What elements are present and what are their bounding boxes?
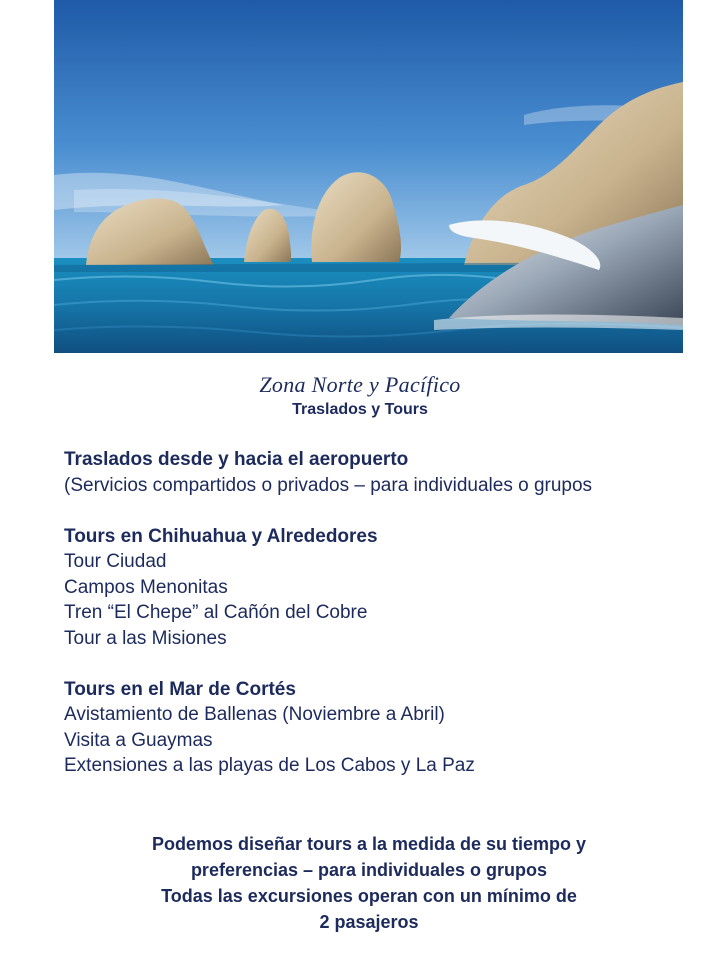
footer-note	[0, 831, 720, 935]
page-subtitle: Traslados y Tours	[292, 401, 428, 418]
hero-image	[54, 0, 683, 353]
los-cabos-whale-illustration	[54, 0, 683, 353]
list-item: Campos Menonitas	[64, 576, 228, 598]
list-item: Tren “El Chepe” al Cañón del Cobre	[64, 602, 368, 623]
services-list	[64, 447, 704, 779]
page-title: Zona Norte y Pacífico	[259, 372, 461, 397]
footer-line: Todas las excursiones operan con un mínimo de	[161, 886, 577, 906]
section-title: Tours en Chihuahua y Alrededores	[64, 525, 378, 547]
list-item: Extensiones a las playas de Los Cabos y La Paz	[64, 755, 475, 776]
spacer	[64, 651, 704, 677]
list-item: Avistamiento de Ballenas (Noviembre a Abril)	[64, 704, 445, 725]
section-title: Traslados desde y hacia el aeropuerto	[64, 449, 409, 470]
list-item: Visita a Guaymas	[64, 729, 213, 751]
list-item: (Servicios compartidos o privados – para individuales o grupos	[64, 474, 593, 496]
section-title: Tours en el Mar de Cortés	[64, 678, 296, 700]
footer-line: Podemos diseñar tours a la medida de su tiempo y	[151, 834, 587, 854]
footer-line: 2 pasajeros	[319, 912, 419, 932]
footer-line: preferencias – para individuales o grupos	[190, 860, 548, 880]
list-item: Tour Ciudad	[64, 551, 167, 572]
spacer	[64, 498, 704, 524]
list-item: Tour a las Misiones	[64, 627, 227, 649]
